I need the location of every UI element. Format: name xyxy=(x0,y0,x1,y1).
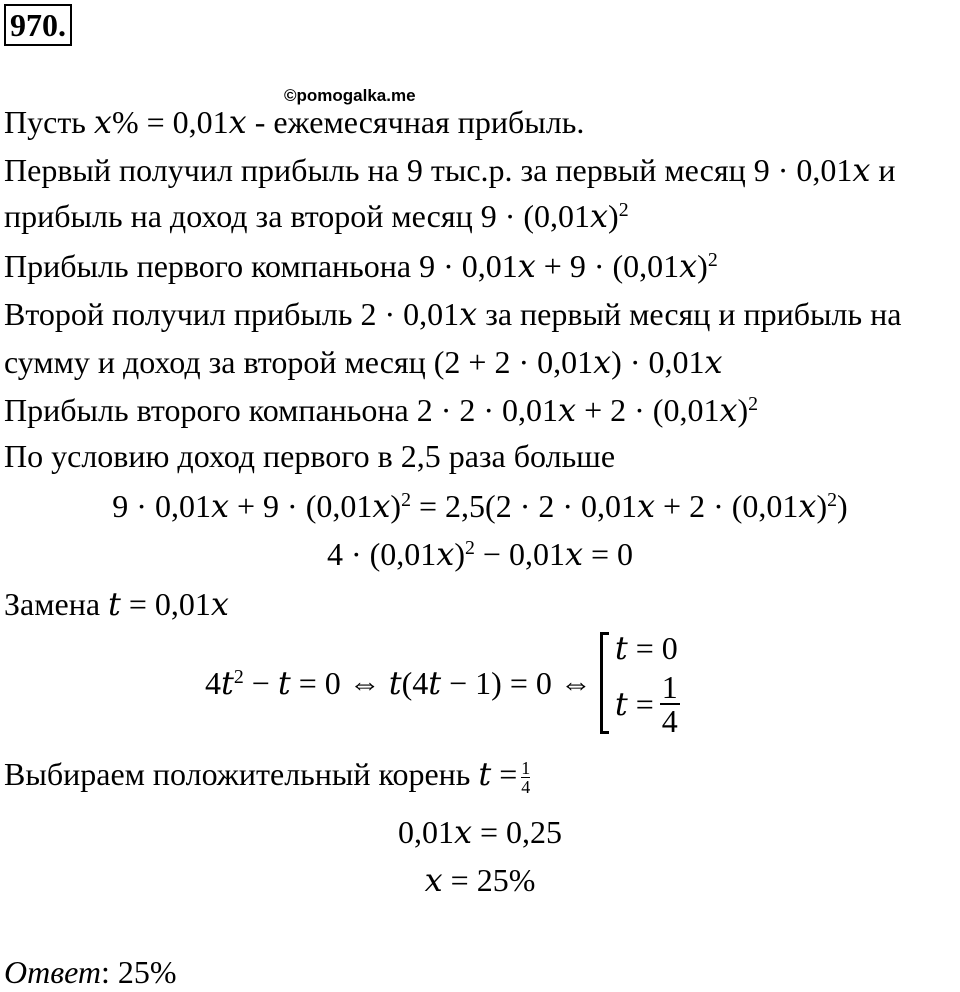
equation-solve: 0,01𝑥 = 0,25 xyxy=(397,814,563,850)
equation-simplified: 4 · (0,01𝑥)$^2$ − 0,01𝑥 = 0 xyxy=(326,536,634,572)
line-substitution: Замена 𝑡 = 0,01𝑥 xyxy=(4,586,229,622)
line-choose-root: Выбираем положительный корень 𝑡 = $\frac{1}{4}$ xyxy=(4,756,531,798)
small-fraction: $\frac{1}{4}$ xyxy=(521,758,531,798)
line-second-second-month: сумму и доход за второй месяц (2 + 2 · 0,01𝑥) · 0,01𝑥 xyxy=(4,344,723,380)
problem-number: 970. xyxy=(4,4,72,46)
line-second-month: прибыль на доход за второй месяц 9 · (0,01𝑥)$^2$ xyxy=(4,198,629,234)
equation-system xyxy=(205,628,680,738)
case-1: 𝑡 = 0 xyxy=(614,630,678,666)
line-second-first-month: Второй получил прибыль 2 · 0,01𝑥 за первый месяц и прибыль на xyxy=(4,296,902,332)
answer xyxy=(4,952,177,992)
cases xyxy=(600,629,680,737)
fraction-one-quarter: $\frac{1}{4}$ xyxy=(661,669,678,739)
watermark: ©pomogalka.me xyxy=(284,86,416,105)
case-2: 𝑡 = $\frac{1}{4}$ xyxy=(614,669,678,739)
line-first-month: Первый получил прибыль на 9 тыс.р. за первый месяц 9 · 0,01𝑥 и xyxy=(4,152,896,188)
system-left: 4𝑡$^2$ − 𝑡 = 0 ⇔ 𝑡(4𝑡 − 1) = 0 ⇔ xyxy=(205,665,592,701)
equation-result: 𝑥 = 25% xyxy=(424,862,536,898)
line-second-partner-profit: Прибыль второго компаньона 2 · 2 · 0,01𝑥 + 2 · (0,01𝑥)$^2$ xyxy=(4,392,759,428)
line-condition: По условию доход первого в 2,5 раза больше xyxy=(4,438,616,474)
equation-main: 9 · 0,01𝑥 + 9 · (0,01𝑥)$^2$ = 2,5(2 · 2 · 0,01𝑥 + 2 · (0,01𝑥)$^2$) xyxy=(112,488,848,524)
answer-label: Ответ xyxy=(4,954,101,990)
line-first-partner-profit: Прибыль первого компаньона 9 · 0,01𝑥 + 9 · (0,01𝑥)$^2$ xyxy=(4,248,718,284)
line-let-x: Пусть 𝑥% = 0,01𝑥 - ежемесячная прибыль. xyxy=(4,104,585,140)
answer-value: : 25% xyxy=(101,954,177,990)
bracket xyxy=(600,632,609,734)
